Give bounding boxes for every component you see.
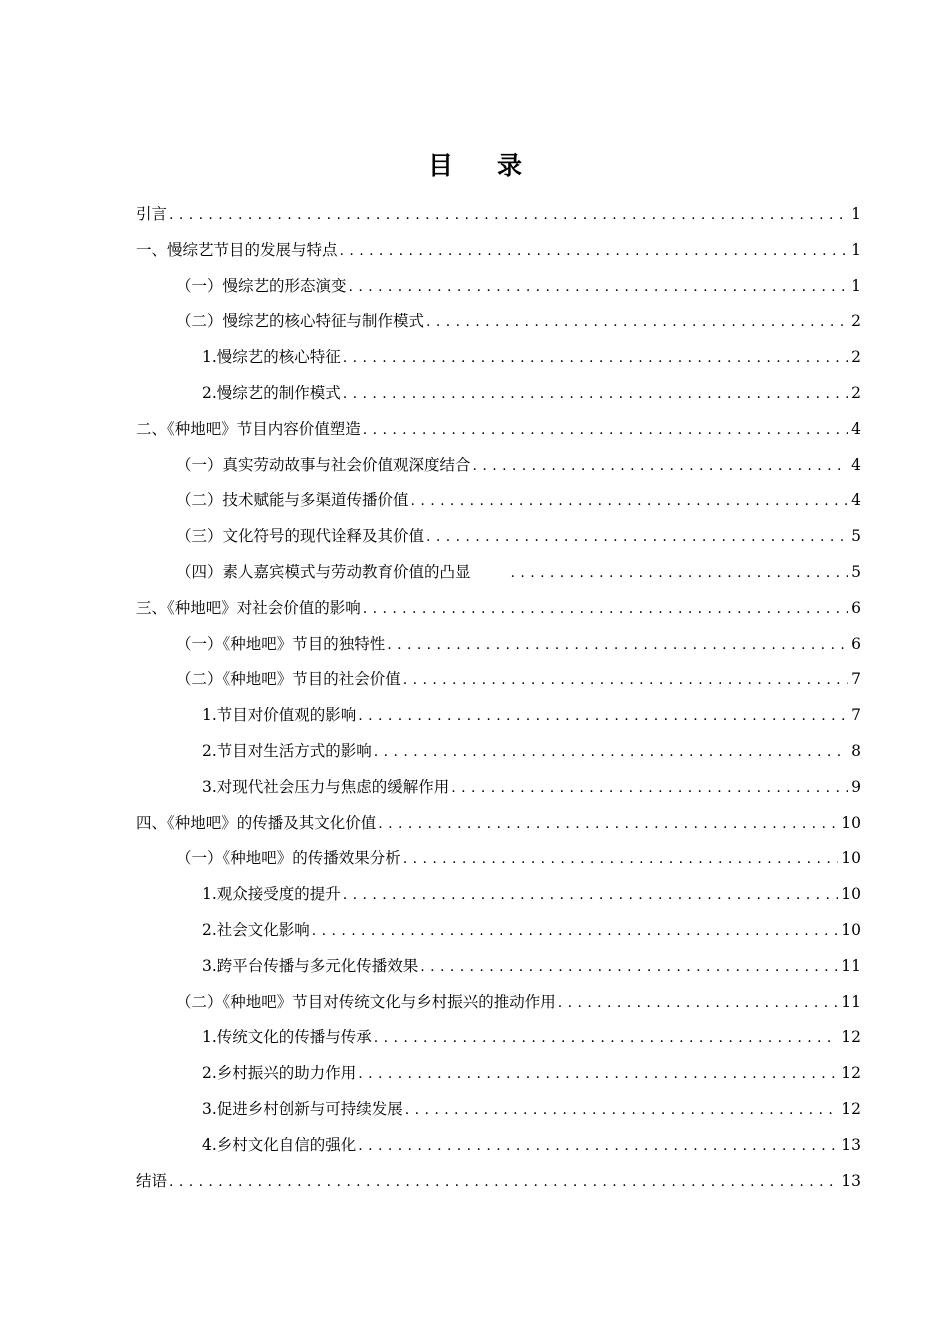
toc-entry[interactable] [136,340,861,376]
toc-dot-leader [451,771,848,807]
toc-entry[interactable] [136,269,861,305]
toc-page-number: 10 [841,920,861,939]
toc-dot-leader [374,1021,838,1057]
toc-entry[interactable] [136,591,861,627]
toc-dot-leader [343,341,848,377]
toc-entry-text: 3.促进乡村创新与可持续发展 [202,1099,403,1118]
toc-entry-text: 1.观众接受度的提升 [202,885,341,904]
toc-page-number: 4 [851,491,861,510]
toc-page-number: 10 [841,813,861,832]
toc-page-number: 11 [841,992,861,1011]
toc-page-number: 2 [851,312,861,331]
toc-entry-text: 三、《种地吧》对社会价值的影响 [136,598,361,617]
toc-entry[interactable] [136,1056,861,1092]
toc-entry-text: （二）《种地吧》节目对传统文化与乡村振兴的推动作用 [176,992,556,1011]
toc-entry-text: （四）素人嘉宾模式与劳动教育价值的凸显 [176,562,471,581]
toc-page-number: 10 [841,849,861,868]
toc-entry[interactable] [136,806,861,842]
toc-entry[interactable] [136,233,861,269]
toc-entry[interactable] [136,197,861,233]
toc-entry-text: （一）真实劳动故事与社会价值观深度结合 [176,455,471,474]
toc-page-number: 10 [841,885,861,904]
toc-page-number: 12 [841,1064,861,1083]
toc-title-char-1: 目 [427,151,453,180]
toc-entry[interactable] [136,448,861,484]
toc-page-number: 12 [841,1099,861,1118]
toc-page-number: 2 [851,348,861,367]
toc-dot-leader [343,377,848,413]
toc-page-number: 1 [851,240,861,259]
toc-entry-text: 2.慢综艺的制作模式 [202,383,341,402]
toc-title-char-2: 录 [497,151,523,180]
toc-entry-text: （二）慢综艺的核心特征与制作模式 [176,312,425,331]
toc-entry-text: 结语 [136,1171,168,1190]
toc-entry-text: （三）文化符号的现代诠释及其价值 [176,527,425,546]
toc-page-number: 7 [851,706,861,725]
toc-entry[interactable] [136,519,861,555]
toc-dot-leader [340,234,849,270]
toc-entry[interactable] [136,662,861,698]
toc-entry-text: 3.对现代社会压力与焦虑的缓解作用 [202,777,450,796]
toc-dot-leader [358,1129,838,1165]
toc-page-number: 6 [851,634,861,653]
toc-entry-text: 1.节目对价值观的影响 [202,706,357,725]
toc-dot-leader [374,735,848,771]
toc-dot-leader [169,198,848,234]
toc-entry[interactable] [136,949,861,985]
toc-dot-leader [473,449,849,485]
toc-page-number: 13 [841,1171,861,1190]
toc-dot-leader [411,484,849,520]
toc-page-number: 9 [851,777,861,796]
toc-page-number: 12 [841,1028,861,1047]
toc-list [136,197,861,1199]
toc-page-number: 2 [851,383,861,402]
toc-dot-leader [403,663,848,699]
toc-entry-text: 四、《种地吧》的传播及其文化价值 [136,813,377,832]
toc-dot-leader [405,1093,838,1129]
toc-dot-leader [426,305,848,341]
toc-page-number: 13 [841,1135,861,1154]
toc-dot-leader [358,1057,838,1093]
toc-page-number: 1 [851,205,861,223]
toc-entry-text: 2.节目对生活方式的影响 [202,741,372,760]
toc-dot-leader [363,413,848,449]
toc-dot-leader [363,592,848,628]
toc-title [0,146,950,182]
toc-entry-text: 一、慢综艺节目的发展与特点 [136,240,338,259]
toc-entry[interactable] [136,985,861,1021]
toc-entry[interactable] [136,734,861,770]
toc-entry[interactable] [136,376,861,412]
toc-entry[interactable] [136,304,861,340]
toc-dot-leader [343,878,838,914]
toc-dot-leader [511,556,849,592]
toc-entry[interactable] [136,1020,861,1056]
toc-entry[interactable] [136,555,861,591]
toc-dot-leader [312,914,838,950]
toc-entry[interactable] [136,412,861,448]
toc-entry-text: 3.跨平台传播与多元化传播效果 [202,956,419,975]
toc-entry[interactable] [136,841,861,877]
toc-entry[interactable] [136,627,861,663]
toc-entry-text: （一）《种地吧》的传播效果分析 [176,849,401,868]
toc-entry[interactable] [136,913,861,949]
toc-entry[interactable] [136,698,861,734]
toc-dot-leader [558,986,839,1022]
toc-page-number: 5 [851,527,861,546]
toc-entry-text: 2.乡村振兴的助力作用 [202,1064,357,1083]
toc-page-number: 8 [851,741,861,760]
toc-dot-leader [349,270,849,306]
toc-entry[interactable] [136,877,861,913]
toc-page-number: 5 [851,562,861,581]
toc-entry[interactable] [136,1128,861,1164]
toc-page-number: 4 [851,455,861,474]
toc-dot-leader [358,699,848,735]
toc-dot-leader [426,520,848,556]
toc-page-number: 4 [851,419,861,438]
toc-dot-leader [169,1165,838,1201]
toc-entry-text: （二）技术赋能与多渠道传播价值 [176,491,409,510]
toc-page-number: 7 [851,670,861,689]
toc-entry[interactable] [136,1164,861,1200]
toc-page-number: 1 [851,276,861,295]
toc-entry-text: （一）《种地吧》节目的独特性 [176,634,386,653]
toc-page-number: 11 [841,956,861,975]
toc-entry-text: 1.传统文化的传播与传承 [202,1028,372,1047]
toc-dot-leader [378,807,838,843]
toc-entry-text: 引言 [136,205,168,223]
toc-entry-text: 二、《种地吧》节目内容价值塑造 [136,419,361,438]
toc-entry[interactable] [136,770,861,806]
toc-entry-text: （二）《种地吧》节目的社会价值 [176,670,401,689]
toc-entry-text: 2.社会文化影响 [202,920,310,939]
toc-entry[interactable] [136,1092,861,1128]
toc-entry[interactable] [136,483,861,519]
toc-dot-leader [420,950,838,986]
toc-entry-text: 4.乡村文化自信的强化 [202,1135,357,1154]
toc-entry-text: （一）慢综艺的形态演变 [176,276,347,295]
toc-entry-text: 1.慢综艺的核心特征 [202,348,341,367]
toc-page-number: 6 [851,598,861,617]
toc-dot-leader [403,842,839,878]
toc-dot-leader [387,628,848,664]
